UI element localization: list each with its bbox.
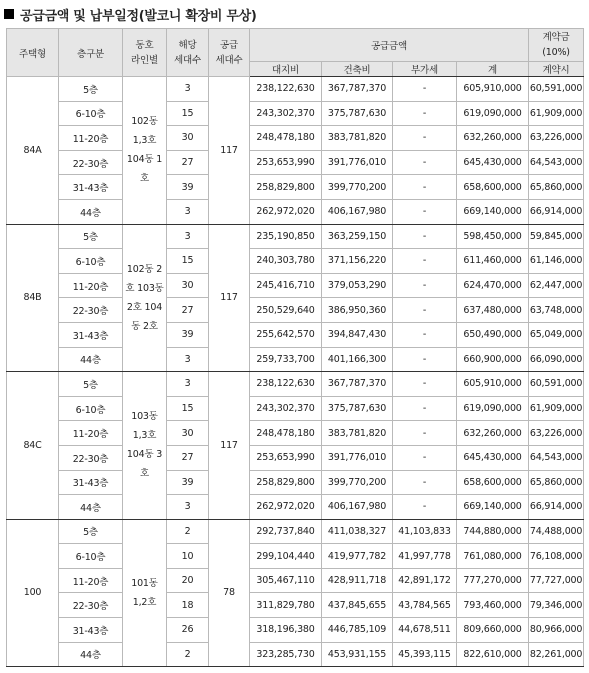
cell-building: 419,977,782 [322, 544, 393, 569]
cell-land: 262,972,020 [250, 495, 322, 520]
cell-dong-line: 101동 1,2호 [123, 519, 167, 667]
cell-deposit: 65,860,000 [529, 470, 584, 495]
table-row [7, 618, 584, 643]
cell-total: 761,080,000 [457, 544, 529, 569]
cell-deposit: 59,845,000 [529, 224, 584, 249]
cell-land: 243,302,370 [250, 396, 322, 421]
cell-building: 406,167,980 [322, 495, 393, 520]
cell-building: 367,787,370 [322, 372, 393, 397]
cell-land: 259,733,700 [250, 347, 322, 372]
cell-units: 3 [167, 347, 209, 372]
cell-land: 238,122,630 [250, 77, 322, 102]
cell-total: 632,260,000 [457, 126, 529, 151]
header-building: 건축비 [322, 62, 393, 77]
cell-units: 10 [167, 544, 209, 569]
cell-deposit: 65,860,000 [529, 175, 584, 200]
cell-land: 305,467,110 [250, 568, 322, 593]
cell-vat: - [393, 175, 457, 200]
cell-vat: - [393, 372, 457, 397]
cell-deposit: 64,543,000 [529, 445, 584, 470]
cell-vat: 43,784,565 [393, 593, 457, 618]
table-row [7, 273, 584, 298]
cell-total: 605,910,000 [457, 372, 529, 397]
cell-deposit: 66,914,000 [529, 199, 584, 224]
table-row [7, 642, 584, 667]
cell-vat: 41,997,778 [393, 544, 457, 569]
cell-total: 624,470,000 [457, 273, 529, 298]
cell-land: 238,122,630 [250, 372, 322, 397]
header-supply-amount: 공급금액 [250, 29, 529, 62]
table-row [7, 150, 584, 175]
cell-deposit: 64,543,000 [529, 150, 584, 175]
cell-floor: 5층 [59, 372, 123, 397]
cell-total: 619,090,000 [457, 101, 529, 126]
cell-dong-line: 102동 1,3호 104동 1호 [123, 77, 167, 225]
cell-land: 248,478,180 [250, 126, 322, 151]
cell-supply-units: 117 [209, 77, 250, 225]
cell-total: 598,450,000 [457, 224, 529, 249]
cell-building: 391,776,010 [322, 445, 393, 470]
header-deposit: 계약금 (10%) [529, 29, 584, 62]
cell-building: 375,787,630 [322, 101, 393, 126]
cell-units: 15 [167, 101, 209, 126]
cell-total: 822,610,000 [457, 642, 529, 667]
cell-type: 84A [7, 77, 59, 225]
table-row [7, 298, 584, 323]
cell-units: 2 [167, 642, 209, 667]
cell-floor: 31-43층 [59, 322, 123, 347]
cell-deposit: 63,748,000 [529, 298, 584, 323]
cell-supply-units: 78 [209, 519, 250, 667]
cell-deposit: 60,591,000 [529, 77, 584, 102]
cell-building: 453,931,155 [322, 642, 393, 667]
cell-land: 248,478,180 [250, 421, 322, 446]
table-body [7, 77, 584, 667]
cell-deposit: 77,727,000 [529, 568, 584, 593]
cell-vat: 41,103,833 [393, 519, 457, 544]
cell-deposit: 74,488,000 [529, 519, 584, 544]
cell-deposit: 66,090,000 [529, 347, 584, 372]
cell-units: 26 [167, 618, 209, 643]
cell-land: 262,972,020 [250, 199, 322, 224]
cell-vat: 44,678,511 [393, 618, 457, 643]
table-row [7, 495, 584, 520]
cell-floor: 44층 [59, 347, 123, 372]
cell-units: 30 [167, 126, 209, 151]
cell-dong-line: 102동 2호 103동 2호 104동 2호 [123, 224, 167, 372]
cell-building: 401,166,300 [322, 347, 393, 372]
cell-floor: 6-10층 [59, 101, 123, 126]
cell-vat: - [393, 77, 457, 102]
cell-vat: - [393, 396, 457, 421]
cell-total: 744,880,000 [457, 519, 529, 544]
cell-vat: - [393, 445, 457, 470]
cell-deposit: 62,447,000 [529, 273, 584, 298]
cell-units: 2 [167, 519, 209, 544]
cell-deposit: 63,226,000 [529, 126, 584, 151]
cell-supply-units: 117 [209, 224, 250, 372]
cell-total: 660,900,000 [457, 347, 529, 372]
table-row [7, 568, 584, 593]
cell-vat: - [393, 249, 457, 274]
cell-vat: - [393, 298, 457, 323]
table-row [7, 544, 584, 569]
table-row [7, 593, 584, 618]
cell-land: 318,196,380 [250, 618, 322, 643]
header-land: 대지비 [250, 62, 322, 77]
header-type: 주택형 [7, 29, 59, 77]
cell-land: 311,829,780 [250, 593, 322, 618]
cell-floor: 31-43층 [59, 618, 123, 643]
cell-units: 15 [167, 249, 209, 274]
cell-vat: - [393, 495, 457, 520]
cell-vat: - [393, 101, 457, 126]
cell-vat: - [393, 126, 457, 151]
page-title-text: 공급금액 및 납부일정(발코니 확장비 무상) [20, 8, 257, 24]
cell-floor: 31-43층 [59, 470, 123, 495]
cell-building: 379,053,290 [322, 273, 393, 298]
cell-floor: 11-20층 [59, 421, 123, 446]
cell-deposit: 63,226,000 [529, 421, 584, 446]
header-floor: 층구분 [59, 29, 123, 77]
cell-units: 39 [167, 470, 209, 495]
cell-land: 299,104,440 [250, 544, 322, 569]
cell-floor: 6-10층 [59, 544, 123, 569]
cell-floor: 31-43층 [59, 175, 123, 200]
cell-land: 292,737,840 [250, 519, 322, 544]
cell-building: 406,167,980 [322, 199, 393, 224]
cell-deposit: 80,966,000 [529, 618, 584, 643]
cell-units: 27 [167, 150, 209, 175]
table-row [7, 519, 584, 544]
cell-land: 240,303,780 [250, 249, 322, 274]
cell-building: 383,781,820 [322, 421, 393, 446]
cell-units: 27 [167, 445, 209, 470]
cell-vat: - [393, 224, 457, 249]
cell-total: 650,490,000 [457, 322, 529, 347]
cell-total: 809,660,000 [457, 618, 529, 643]
cell-vat: - [393, 322, 457, 347]
cell-building: 371,156,220 [322, 249, 393, 274]
cell-total: 645,430,000 [457, 150, 529, 175]
cell-vat: 42,891,172 [393, 568, 457, 593]
cell-floor: 22-30층 [59, 298, 123, 323]
table-row [7, 322, 584, 347]
cell-vat: - [393, 150, 457, 175]
table-row [7, 396, 584, 421]
cell-floor: 6-10층 [59, 396, 123, 421]
supply-price-table [6, 28, 584, 667]
cell-building: 367,787,370 [322, 77, 393, 102]
cell-floor: 44층 [59, 495, 123, 520]
cell-floor: 22-30층 [59, 150, 123, 175]
cell-land: 250,529,640 [250, 298, 322, 323]
table-row [7, 372, 584, 397]
table-row [7, 175, 584, 200]
cell-total: 669,140,000 [457, 199, 529, 224]
table-row [7, 421, 584, 446]
cell-floor: 22-30층 [59, 445, 123, 470]
cell-floor: 6-10층 [59, 249, 123, 274]
cell-building: 411,038,327 [322, 519, 393, 544]
cell-land: 255,642,570 [250, 322, 322, 347]
cell-vat: - [393, 273, 457, 298]
table-row [7, 249, 584, 274]
header-vat: 부가세 [393, 62, 457, 77]
header-dong-line: 동호 라인별 [123, 29, 167, 77]
cell-total: 619,090,000 [457, 396, 529, 421]
cell-vat: 45,393,115 [393, 642, 457, 667]
header-supply-units: 공급 세대수 [209, 29, 250, 77]
cell-floor: 5층 [59, 77, 123, 102]
cell-land: 323,285,730 [250, 642, 322, 667]
cell-total: 632,260,000 [457, 421, 529, 446]
cell-units: 27 [167, 298, 209, 323]
cell-building: 383,781,820 [322, 126, 393, 151]
cell-units: 3 [167, 199, 209, 224]
cell-floor: 22-30층 [59, 593, 123, 618]
table-row [7, 445, 584, 470]
cell-floor: 44층 [59, 642, 123, 667]
cell-units: 15 [167, 396, 209, 421]
cell-total: 658,600,000 [457, 175, 529, 200]
cell-land: 253,653,990 [250, 445, 322, 470]
cell-units: 3 [167, 224, 209, 249]
cell-total: 669,140,000 [457, 495, 529, 520]
cell-total: 611,460,000 [457, 249, 529, 274]
cell-building: 399,770,200 [322, 175, 393, 200]
cell-deposit: 66,914,000 [529, 495, 584, 520]
cell-land: 235,190,850 [250, 224, 322, 249]
cell-building: 428,911,718 [322, 568, 393, 593]
cell-total: 645,430,000 [457, 445, 529, 470]
cell-total: 793,460,000 [457, 593, 529, 618]
cell-supply-units: 117 [209, 372, 250, 520]
cell-floor: 5층 [59, 519, 123, 544]
table-row [7, 126, 584, 151]
cell-deposit: 76,108,000 [529, 544, 584, 569]
cell-building: 363,259,150 [322, 224, 393, 249]
cell-building: 386,950,360 [322, 298, 393, 323]
header-total: 계 [457, 62, 529, 77]
cell-building: 391,776,010 [322, 150, 393, 175]
cell-type: 84C [7, 372, 59, 520]
table-row [7, 470, 584, 495]
cell-units: 3 [167, 372, 209, 397]
cell-land: 253,653,990 [250, 150, 322, 175]
cell-units: 3 [167, 77, 209, 102]
cell-vat: - [393, 347, 457, 372]
cell-units: 18 [167, 593, 209, 618]
cell-building: 375,787,630 [322, 396, 393, 421]
header-units: 해당 세대수 [167, 29, 209, 77]
cell-building: 399,770,200 [322, 470, 393, 495]
cell-land: 243,302,370 [250, 101, 322, 126]
cell-floor: 11-20층 [59, 568, 123, 593]
cell-type: 100 [7, 519, 59, 667]
header-deposit-timing: 계약시 [529, 62, 584, 77]
cell-type: 84B [7, 224, 59, 372]
cell-deposit: 60,591,000 [529, 372, 584, 397]
table-row [7, 224, 584, 249]
cell-total: 658,600,000 [457, 470, 529, 495]
cell-deposit: 61,146,000 [529, 249, 584, 274]
cell-deposit: 61,909,000 [529, 396, 584, 421]
cell-land: 258,829,800 [250, 175, 322, 200]
cell-units: 20 [167, 568, 209, 593]
cell-deposit: 79,346,000 [529, 593, 584, 618]
cell-building: 437,845,655 [322, 593, 393, 618]
cell-dong-line: 103동 1,3호 104동 3호 [123, 372, 167, 520]
cell-land: 245,416,710 [250, 273, 322, 298]
cell-total: 605,910,000 [457, 77, 529, 102]
cell-units: 39 [167, 322, 209, 347]
cell-vat: - [393, 421, 457, 446]
cell-floor: 5층 [59, 224, 123, 249]
cell-deposit: 61,909,000 [529, 101, 584, 126]
table-row [7, 101, 584, 126]
cell-units: 30 [167, 421, 209, 446]
cell-floor: 11-20층 [59, 126, 123, 151]
square-bullet-icon [4, 9, 14, 19]
cell-deposit: 65,049,000 [529, 322, 584, 347]
cell-deposit: 82,261,000 [529, 642, 584, 667]
cell-building: 394,847,430 [322, 322, 393, 347]
table-row [7, 77, 584, 102]
cell-units: 39 [167, 175, 209, 200]
cell-total: 637,480,000 [457, 298, 529, 323]
cell-vat: - [393, 199, 457, 224]
cell-land: 258,829,800 [250, 470, 322, 495]
cell-vat: - [393, 470, 457, 495]
table-row [7, 347, 584, 372]
cell-floor: 11-20층 [59, 273, 123, 298]
cell-floor: 44층 [59, 199, 123, 224]
cell-units: 3 [167, 495, 209, 520]
page-title [4, 3, 257, 25]
cell-units: 30 [167, 273, 209, 298]
cell-building: 446,785,109 [322, 618, 393, 643]
table-row [7, 199, 584, 224]
cell-total: 777,270,000 [457, 568, 529, 593]
